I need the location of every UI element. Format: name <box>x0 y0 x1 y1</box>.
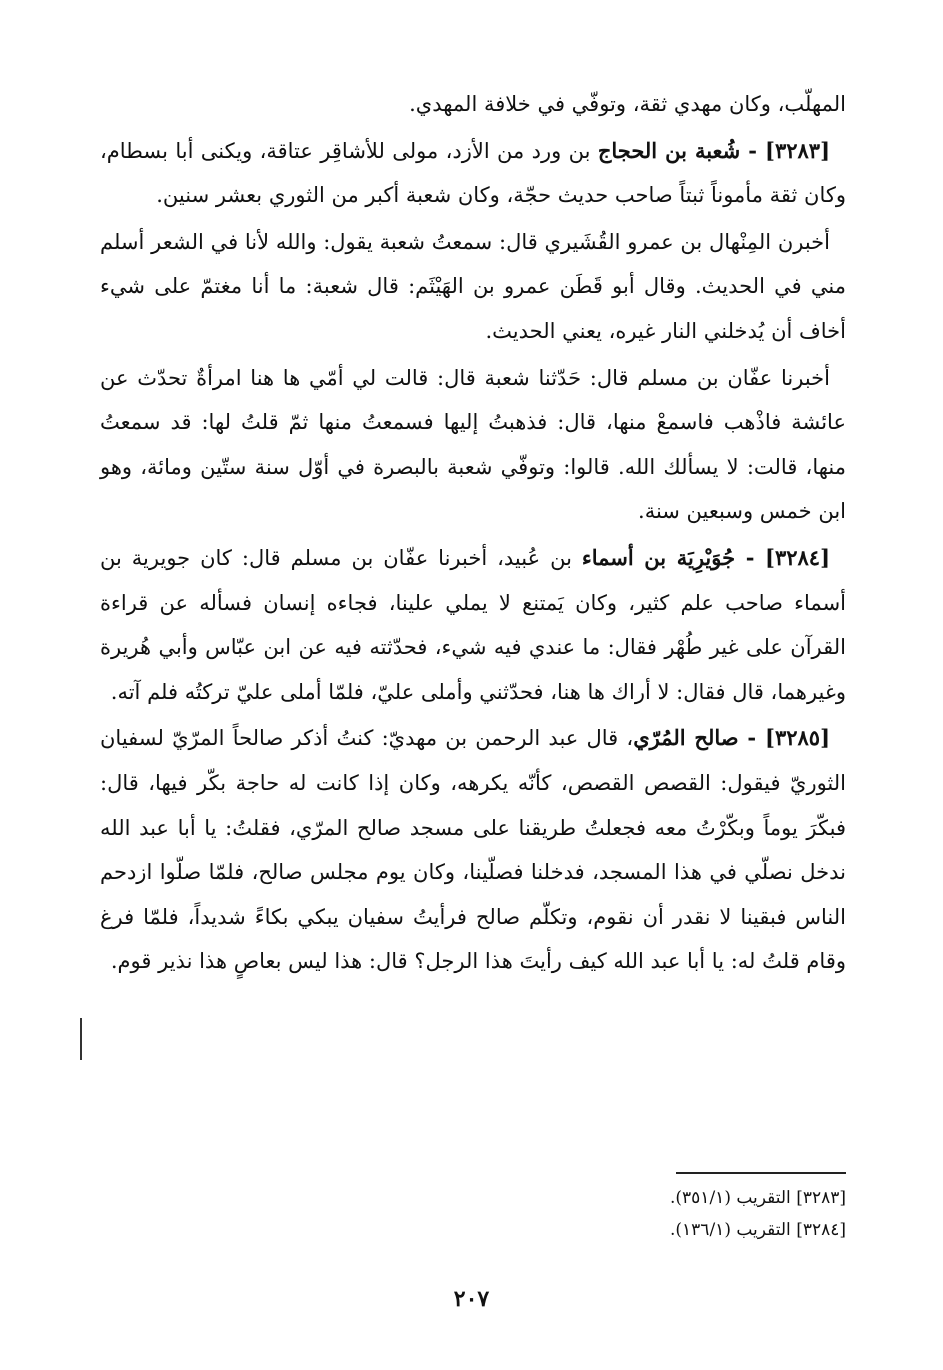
margin-mark <box>80 1018 82 1060</box>
footnote-3283: [٣٢٨٣] التقريب (٣٥١/١). <box>670 1188 846 1208</box>
entry-3285 <box>100 716 846 984</box>
paragraph-minhal: أخبرن المِنْهال بن عمرو القُشَيري قال: سمعتُ شعبة يقول: والله لأنا في الشعر أسلم مني في الحديث. وقال أبو قَطَن عمرو بن الهَيْثَم: قال شعبة: ما أنا مغتمّ على شيء أخاف أن يُدخلني النار غيره، يعني الحديث. <box>100 229 846 343</box>
entry-title: [٣٢٨٣] - شُعبة بن الحجاج <box>597 137 831 163</box>
footnote-3284: [٣٢٨٤] التقريب (١٣٦/١). <box>670 1220 846 1240</box>
entry-text: ، قال عبد الرحمن بن مهديّ: كنتُ أذكر صالحاً المرّيّ لسفيان الثوريّ فيقول: القصص القصص، كأنّه يكرهه، وكان إذا كانت له حاجة بكّر فيها، قال: فبكّرَ يوماً وبكّرْتُ معه فجعلتُ طريقنا على مسجد صالح المرّي، فقلتُ: يا أبا عبد الله ندخل نصلّي في هذا المسجد، فدخلنا فصلّينا، وكان يوم مجلس صالح، فلمّا صلّوا ازدحم الناس فبقينا لا نقدر أن نقوم، وتكلّم صالح فرأيتُ سفيان يبكي بكاءً شديداً، فلمّا فرغ وقام قلتُ له: يا أبا عبد الله كيف رأيتَ هذا الرجل؟ قال: هذا ليس بعاصٍ هذا نذير قوم. <box>100 726 846 974</box>
footnotes <box>500 1182 846 1246</box>
entry-text: بن عُبيد، أخبرنا عفّان بن مسلم قال: كان جويرية بن أسماء صاحب علم كثير، وكان يَمتنع لا يملي علينا، فجاءه إنسان فسأله عن قراءة القرآن على غير طُهْر فقال: ما عندي فيه شيء، فحدّثته فيه عن ابن عبّاس وأبي هُريرة وغيرهما، قال فقال: لا أراك ها هنا، فحدّثني وأملى عليّ، فلمّا أملى عليّ تركتُه فلم آته. <box>100 545 846 704</box>
entry-3284 <box>100 536 846 714</box>
paragraph-affan: أخبرنا عفّان بن مسلم قال: حَدّثنا شعبة قال: قالت لي أمّي ها هنا امرأةٌ تحدّث عن عائشة فاذْهب فاسمعْ منها، قال: فذهبتُ إليها فسمعتُ منها ثمّ قلتُ لها: قد سمعتُ منها، قالت: لا يسألك الله. قالوا: وتوفّي شعبة بالبصرة في أوّل سنة ستّين ومائة، وهو ابن خمس وسبعين سنة. <box>100 365 846 524</box>
footnote-divider <box>676 1172 846 1174</box>
entry-3283 <box>100 129 846 218</box>
page-number: ٢٠٧ <box>453 1286 490 1312</box>
entry-title: [٣٢٨٥] - صالح المُرّي <box>633 725 830 751</box>
main-text <box>100 82 846 986</box>
entry-title: [٣٢٨٤] - جُوَيْرِيَة بن أسماء <box>581 544 830 570</box>
entry-text: بن ورد من الأزد، مولى للأشاقِر عتاقة، ويكنى أبا بسطام، وكان ثقة مأموناً ثبتاً صاحب حديث حجّة، وكان شعبة أكبر من الثوري بعشر سنين. <box>100 138 846 208</box>
paragraph-continuation: المهلّب، وكان مهدي ثقة، وتوفّي في خلافة المهدي. <box>409 92 846 116</box>
